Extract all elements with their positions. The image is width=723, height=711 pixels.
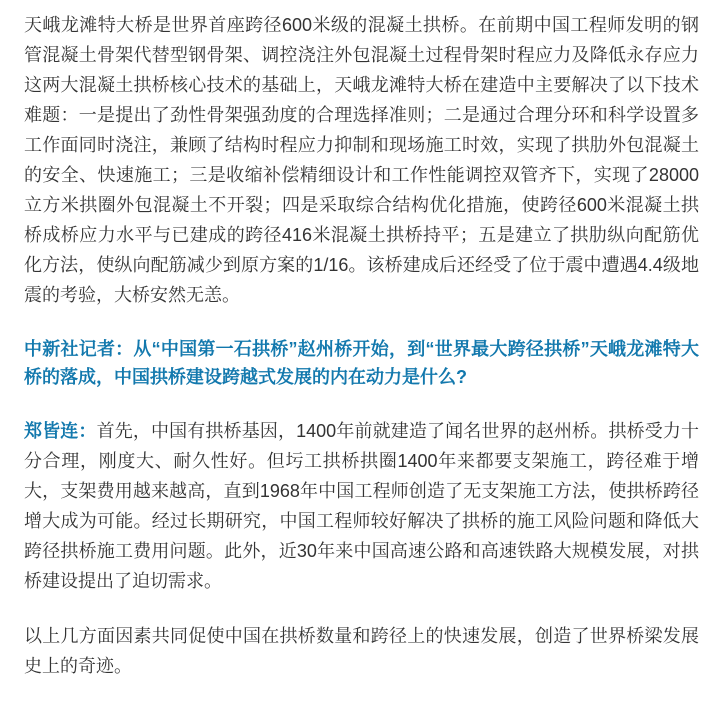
answer-text: 首先，中国有拱桥基因，1400年前就建造了闻名世界的赵州桥。拱桥受力十分合理，刚度大、耐久性好。但圬工拱桥拱圈1400年来都要支架施工，跨径难于增大，支架费用越来越高，直到1968年中国工程师创造了无支架施工方法，使拱桥跨径增大成为可能。经过长期研究，中国工程师较好解决了拱桥的施工风险问题和降低大跨径拱桥施工费用问题。此外，近30年来中国高速公路和高速铁路大规模发展，对拱桥建设提出了迫切需求。 xyxy=(24,421,700,591)
answer-paragraph xyxy=(24,416,699,596)
question-paragraph xyxy=(24,335,699,391)
answer-speaker: 郑皆连： xyxy=(24,421,97,441)
intro-paragraph: 天峨龙滩特大桥是世界首座跨径600米级的混凝土拱桥。在前期中国工程师发明的钢管混凝土骨架代替型钢骨架、调控浇注外包混凝土过程骨架时程应力及降低永存应力这两大混凝土拱桥核心技术的基础上，天峨龙滩特大桥在建造中主要解决了以下技术难题：一是提出了劲性骨架强劲度的合理选择准则；二是通过合理分环和科学设置多工作面同时浇注，兼顾了结构时程应力抑制和现场施工时效，实现了拱肋外包混凝土的安全、快速施工；三是收缩补偿精细设计和工作性能调控双管齐下，实现了28000立方米拱圈外包混凝土不开裂；四是采取综合结构优化措施，使跨径600米混凝土拱桥成桥应力水平与已建成的跨径416米混凝土拱桥持平；五是建立了拱肋纵向配筋优化方法，使纵向配筋减少到原方案的1/16。该桥建成后还经受了位于震中遭遇4.4级地震的考验，大桥安然无恙。 xyxy=(24,15,699,305)
question-text: 从“中国第一石拱桥”赵州桥开始，到“世界最大跨径拱桥”天峨龙滩特大桥的落成，中国拱桥建设跨越式发展的内在动力是什么? xyxy=(24,339,699,387)
closing-paragraph: 以上几方面因素共同促使中国在拱桥数量和跨径上的快速发展，创造了世界桥梁发展史上的奇迹。 xyxy=(24,626,699,676)
question-speaker: 中新社记者： xyxy=(24,339,134,359)
